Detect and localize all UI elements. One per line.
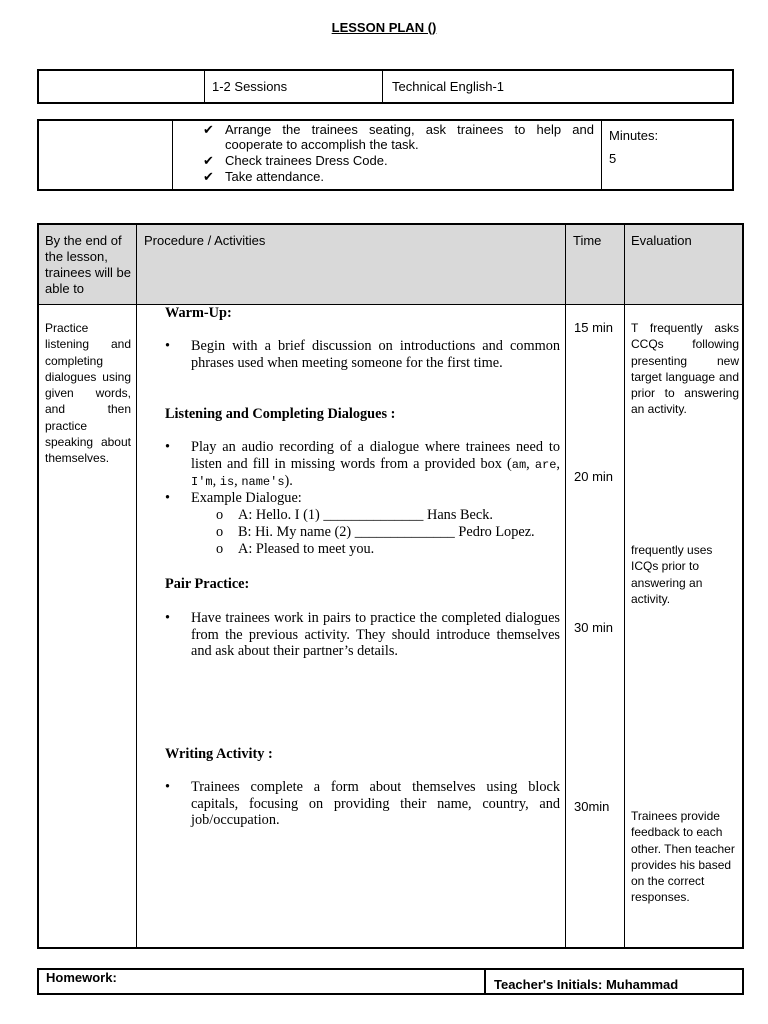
example-label: Example Dialogue: — [191, 490, 302, 506]
writing-bullet: Trainees complete a form about themselves using block capitals, focusing on providing their name, country, and job/occupation. — [191, 779, 560, 829]
warmup-heading: Warm-Up: — [165, 305, 232, 321]
homework-cell: Homework: — [39, 970, 486, 993]
page-title: LESSON PLAN () — [331, 20, 437, 35]
listening-heading: Listening and Completing Dialogues : — [165, 406, 396, 422]
bullet-icon: • — [165, 439, 171, 455]
dialogue-line: B: Hi. My name (2) ______________ Pedro Lopez. — [238, 524, 535, 540]
writing-heading: Writing Activity : — [165, 746, 273, 762]
teacher-initials-cell: Teacher's Initials: Muhammad — [494, 977, 679, 992]
warmup-bullet: Begin with a brief discussion on introductions and common phrases used when meeting someone for the first time. — [191, 338, 560, 371]
pair-heading: Pair Practice: — [165, 576, 250, 592]
check-mark-icon: ✔ — [203, 169, 214, 184]
prep-checklist — [173, 121, 602, 189]
info-cell-empty — [39, 71, 205, 102]
time-value: 20 min — [574, 469, 614, 484]
sub-bullet-icon: o — [216, 507, 224, 523]
sessions-cell: 1-2 Sessions — [205, 71, 383, 102]
procedure-content — [165, 305, 560, 925]
evaluation-text: T frequently asks CCQs following presenting new target language and prior to answering an activity. — [631, 321, 739, 417]
evaluation-text: Trainees provide feedback to each other. Then teacher provides his based on the correct responses. — [631, 809, 735, 905]
dialogue-line: A: Pleased to meet you. — [238, 541, 375, 557]
check-mark-icon: ✔ — [203, 153, 214, 168]
time-value: 30 min — [574, 620, 614, 635]
info-table — [37, 69, 734, 104]
prep-item: Check trainees Dress Code. — [225, 153, 388, 168]
prep-table — [37, 119, 734, 191]
header-objective: By the end of the lesson, trainees will be able to — [45, 233, 131, 296]
minutes-label: Minutes: — [609, 128, 659, 143]
prep-cell-empty — [39, 121, 173, 189]
pair-bullet: Have trainees work in pairs to practice the completed dialogues from the previous activity. They should introduce themselves and ask about their partner’s details. — [191, 610, 560, 660]
bullet-icon: • — [165, 779, 171, 795]
sub-bullet-icon: o — [216, 541, 224, 557]
prep-item: Take attendance. — [225, 169, 325, 184]
check-mark-icon: ✔ — [203, 122, 214, 137]
header-procedure: Procedure / Activities — [144, 233, 266, 248]
time-value: 30min — [574, 799, 610, 814]
prep-item: Arrange the trainees seating, ask trainees to help and cooperate to accomplish the task. — [225, 122, 594, 152]
minutes-cell — [602, 121, 732, 189]
bullet-icon: • — [165, 610, 171, 626]
listening-bullet: Play an audio recording of a dialogue where trainees need to listen and fill in missing words from a provided box (am, are, I'm, is, name's). — [191, 439, 560, 490]
header-time: Time — [573, 233, 602, 248]
bullet-icon: • — [165, 490, 171, 506]
dialogue-line: A: Hello. I (1) ______________ Hans Beck. — [238, 507, 493, 523]
procedure-table — [37, 223, 744, 949]
objective-text: Practice listening and completing dialogues using given words, and then practice speaking about themselves. — [45, 321, 131, 466]
header-evaluation: Evaluation — [631, 233, 692, 248]
sub-bullet-icon: o — [216, 524, 224, 540]
time-value: 15 min — [574, 320, 614, 335]
evaluation-text: frequently uses ICQs prior to answering an activity. — [631, 543, 713, 606]
minutes-value: 5 — [609, 151, 617, 166]
course-cell: Technical English-1 — [392, 79, 505, 94]
footer-table — [37, 968, 744, 995]
bullet-icon: • — [165, 338, 171, 354]
